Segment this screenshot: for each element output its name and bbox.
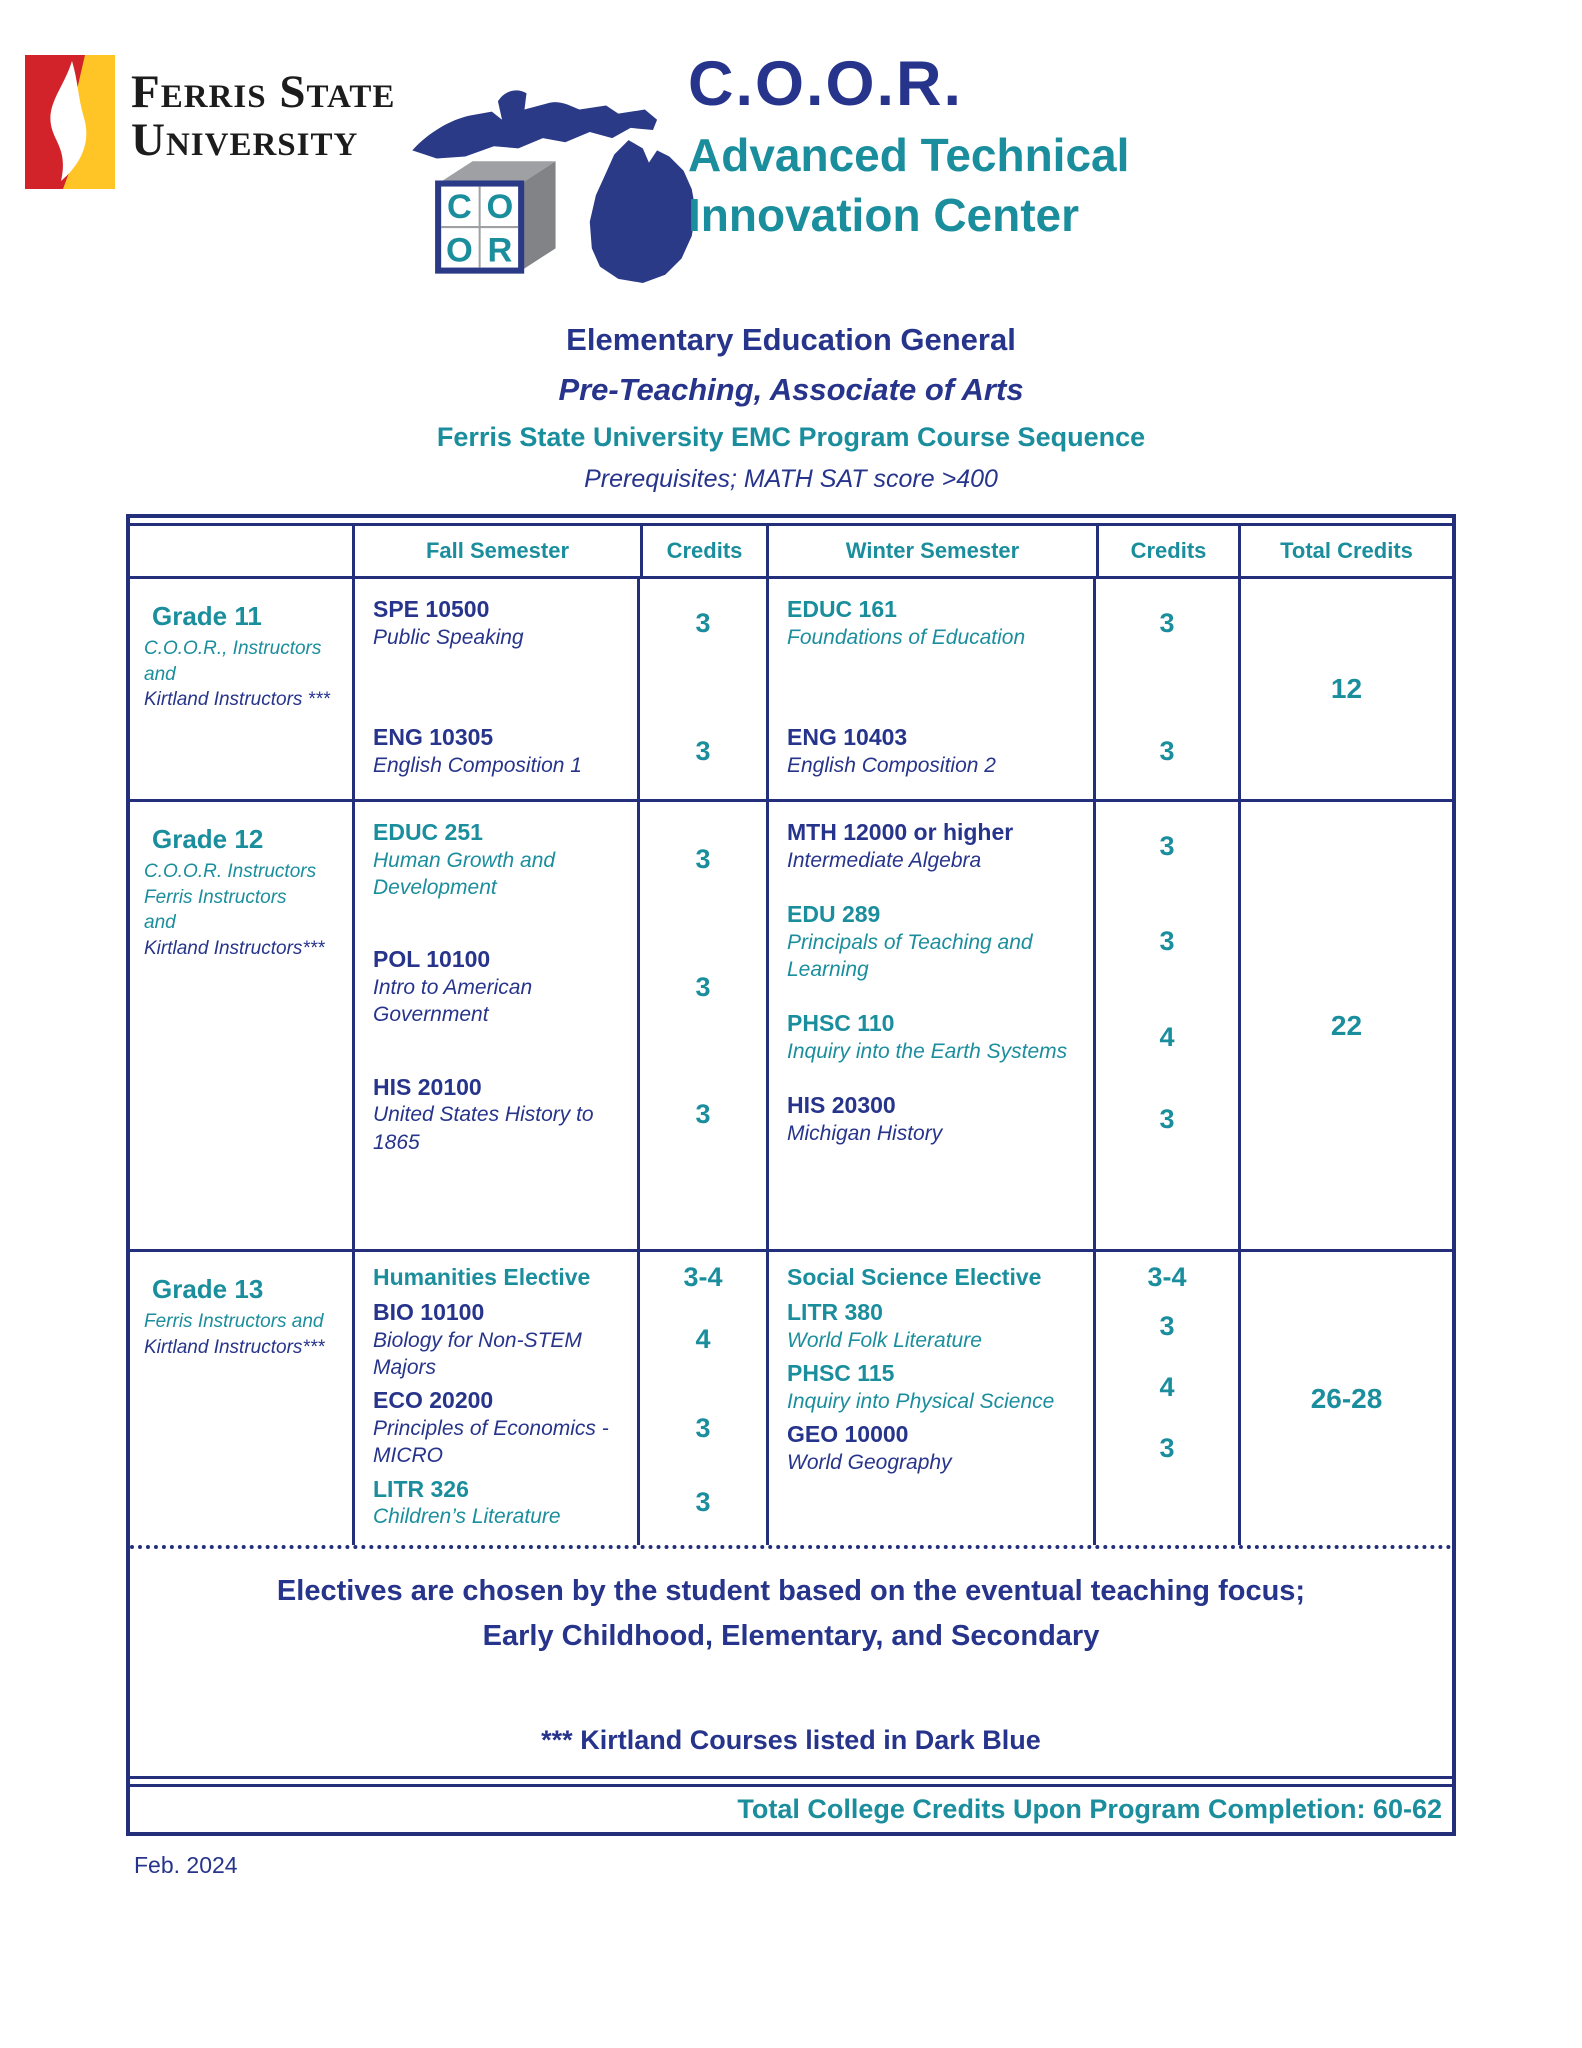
instructor-line: Ferris Instructors bbox=[144, 886, 287, 908]
fall-semester-cell bbox=[352, 1252, 766, 1545]
table-header-row bbox=[130, 523, 1452, 579]
course-code: ENG 10305 bbox=[373, 724, 494, 751]
course-title: Michigan History bbox=[787, 1122, 943, 1146]
course-title: World Folk Literature bbox=[787, 1328, 982, 1352]
course-code: EDUC 161 bbox=[787, 596, 897, 622]
credit-value: 3 bbox=[695, 971, 711, 1002]
course-block bbox=[355, 818, 640, 901]
course-block bbox=[769, 818, 1096, 874]
winter-semester-cell bbox=[766, 579, 1238, 799]
credit-value: 3 bbox=[695, 844, 711, 875]
grade-cell bbox=[130, 579, 352, 799]
electives-note-line2: Early Childhood, Elementary, and Secondary bbox=[482, 1620, 1100, 1652]
instructor-line: and bbox=[144, 912, 176, 934]
course-code: POL 10100 bbox=[373, 946, 491, 973]
credit-value: 3 bbox=[1159, 1103, 1175, 1134]
course-title: Foundations of Education bbox=[787, 625, 1026, 649]
course-code: ENG 10403 bbox=[787, 724, 908, 751]
header bbox=[0, 0, 1582, 312]
table-row bbox=[130, 1249, 1452, 1549]
course-block bbox=[355, 595, 640, 651]
course-title: Children’s Literature bbox=[373, 1505, 561, 1529]
course-block bbox=[769, 1009, 1096, 1065]
grade-cell bbox=[130, 802, 352, 1249]
winter-semester-cell bbox=[766, 1252, 1238, 1545]
winter-semester-cell bbox=[766, 802, 1238, 1249]
course-code: Social Science Elective bbox=[787, 1264, 1042, 1291]
course-title: World Geography bbox=[787, 1450, 952, 1474]
course-code: Humanities Elective bbox=[373, 1264, 591, 1291]
fall-semester-cell bbox=[352, 579, 766, 799]
credit-value: 4 bbox=[1159, 1371, 1175, 1402]
table-row bbox=[130, 579, 1452, 799]
coor-subtitle-line1: Advanced Technical bbox=[688, 129, 1130, 181]
course-block bbox=[769, 1420, 1096, 1476]
course-block bbox=[355, 1263, 640, 1292]
course-block bbox=[769, 900, 1096, 983]
ferris-state-logo bbox=[25, 55, 395, 189]
coor-cube-logo bbox=[428, 156, 590, 288]
col-header: Total Credits bbox=[1238, 526, 1452, 576]
cube-letter: R bbox=[487, 231, 513, 270]
course-block bbox=[769, 1263, 1096, 1292]
col-header: Credits bbox=[640, 526, 766, 576]
col-header: Fall Semester bbox=[352, 526, 640, 576]
credit-value: 3 bbox=[1159, 830, 1175, 861]
program-title: Elementary Education General bbox=[566, 322, 1016, 357]
credit-value: 3 bbox=[1159, 926, 1175, 957]
sequence-title: Ferris State University EMC Program Course Sequence bbox=[436, 422, 1146, 452]
grade-cell bbox=[130, 1252, 352, 1545]
course-code: HIS 20100 bbox=[373, 1073, 482, 1100]
course-code: HIS 20300 bbox=[787, 1092, 896, 1119]
credit-value: 3 bbox=[695, 1487, 711, 1518]
ferris-wordmark-line1: Ferris State bbox=[131, 66, 396, 118]
course-title: United States History to 1865 bbox=[373, 1103, 594, 1154]
course-block bbox=[769, 723, 1096, 779]
ferris-flame-icon bbox=[25, 55, 115, 189]
course-code: ECO 20200 bbox=[373, 1387, 494, 1414]
credit-value: 3-4 bbox=[683, 1262, 723, 1292]
instructor-line: Ferris Instructors and bbox=[144, 1311, 324, 1332]
credit-value: 3 bbox=[695, 607, 711, 638]
total-credits-row bbox=[130, 1784, 1452, 1832]
instructor-line: C.O.O.R. Instructors bbox=[144, 861, 317, 882]
grade-label: Grade 12 bbox=[152, 824, 264, 854]
credit-value: 3 bbox=[1159, 607, 1175, 638]
course-block bbox=[355, 723, 640, 779]
prerequisites-note: Prerequisites; MATH SAT score >400 bbox=[584, 465, 998, 493]
course-block bbox=[769, 595, 1096, 651]
electives-note-line1: Electives are chosen by the student based on the eventual teaching focus; bbox=[276, 1575, 1306, 1607]
document-titles bbox=[0, 322, 1582, 494]
col-header: Winter Semester bbox=[766, 526, 1096, 576]
electives-note-section bbox=[130, 1549, 1452, 1779]
kirtland-note: *** Kirtland Courses listed in Dark Blue bbox=[541, 1725, 1041, 1755]
course-code: PHSC 110 bbox=[787, 1010, 895, 1037]
course-code: PHSC 115 bbox=[787, 1360, 895, 1387]
grade-label: Grade 11 bbox=[152, 601, 262, 631]
course-code: LITR 326 bbox=[373, 1475, 469, 1502]
course-title: Intro to American Government bbox=[373, 976, 533, 1027]
credit-value: 4 bbox=[1159, 1021, 1175, 1052]
credit-value: 3 bbox=[1159, 735, 1175, 766]
course-code: EDU 289 bbox=[787, 901, 881, 928]
course-title: Inquiry into Physical Science bbox=[787, 1389, 1055, 1413]
corner-cell bbox=[130, 526, 352, 576]
course-block bbox=[355, 1386, 640, 1469]
course-block bbox=[769, 1359, 1096, 1415]
course-title: Public Speaking bbox=[373, 625, 524, 649]
course-code: MTH 12000 or higher bbox=[787, 819, 1014, 845]
total-credits-text: Total College Credits Upon Program Completion: 60-62 bbox=[737, 1794, 1442, 1824]
coor-subtitle-line2: Innovation Center bbox=[688, 188, 1080, 241]
credit-value: 3 bbox=[695, 1098, 711, 1129]
course-title: Intermediate Algebra bbox=[787, 848, 982, 872]
cube-letter: O bbox=[486, 187, 514, 226]
course-block bbox=[355, 1298, 640, 1381]
table-body bbox=[130, 579, 1452, 1549]
course-code: EDUC 251 bbox=[373, 819, 483, 845]
course-code: SPE 10500 bbox=[373, 596, 490, 622]
course-title: Principles of Economics - MICRO bbox=[373, 1417, 609, 1468]
fall-semester-cell bbox=[352, 802, 766, 1249]
instructor-line: Kirtland Instructors *** bbox=[144, 689, 330, 711]
instructor-line: Kirtland Instructors*** bbox=[144, 1336, 325, 1358]
course-block bbox=[769, 1091, 1096, 1147]
revision-date: Feb. 2024 bbox=[134, 1852, 238, 1878]
coor-title-block bbox=[688, 48, 1129, 246]
course-title: English Composition 2 bbox=[787, 753, 996, 777]
course-title: Human Growth and Development bbox=[373, 848, 556, 900]
instructor-line: Kirtland Instructors*** bbox=[144, 937, 325, 959]
credit-value: 3-4 bbox=[1147, 1262, 1187, 1292]
credit-value: 3 bbox=[1159, 1310, 1175, 1341]
ferris-wordmark bbox=[131, 55, 395, 165]
course-block bbox=[355, 945, 640, 1028]
grade-label: Grade 13 bbox=[152, 1274, 264, 1304]
coor-title: C.O.O.R. bbox=[688, 49, 964, 119]
ferris-wordmark-line2: University bbox=[131, 113, 359, 166]
credit-value: 3 bbox=[695, 1412, 711, 1443]
total-credits-value: 26-28 bbox=[1238, 1252, 1452, 1545]
course-code: BIO 10100 bbox=[373, 1299, 485, 1325]
credit-value: 3 bbox=[1159, 1432, 1175, 1463]
course-title: English Composition 1 bbox=[373, 753, 582, 777]
total-credits-value: 12 bbox=[1238, 579, 1452, 799]
course-title: Principals of Teaching and Learning bbox=[787, 930, 1033, 982]
course-title: Biology for Non-STEM Majors bbox=[373, 1328, 582, 1380]
instructor-line: and bbox=[144, 663, 176, 685]
credit-value: 4 bbox=[695, 1324, 711, 1355]
course-block bbox=[355, 1073, 640, 1156]
course-code: LITR 380 bbox=[787, 1299, 883, 1325]
cube-letter: O bbox=[446, 231, 473, 270]
course-code: GEO 10000 bbox=[787, 1421, 909, 1448]
course-title: Inquiry into the Earth Systems bbox=[787, 1040, 1068, 1064]
cube-letter: C bbox=[446, 187, 472, 226]
col-header: Credits bbox=[1096, 526, 1238, 576]
course-block bbox=[769, 1298, 1096, 1354]
course-block bbox=[355, 1475, 640, 1531]
credit-value: 3 bbox=[695, 735, 711, 766]
table-row bbox=[130, 799, 1452, 1249]
course-sequence-table bbox=[126, 514, 1456, 1836]
total-credits-value: 22 bbox=[1238, 802, 1452, 1249]
degree-title: Pre-Teaching, Associate of Arts bbox=[558, 372, 1024, 407]
instructor-line: C.O.O.R., Instructors bbox=[144, 638, 322, 659]
